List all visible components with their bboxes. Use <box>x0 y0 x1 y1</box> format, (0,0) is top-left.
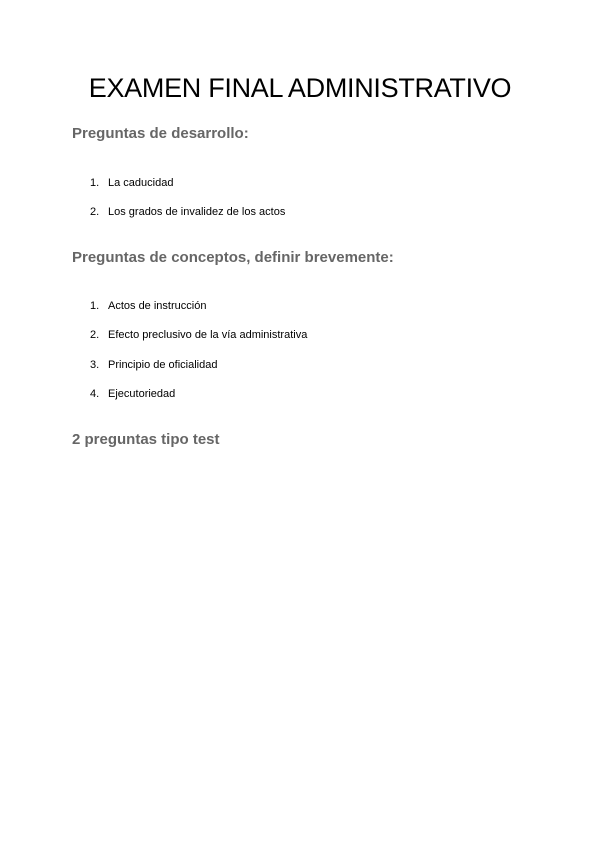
list-item-number: 3. <box>90 358 100 371</box>
list-item-number: 4. <box>90 387 100 400</box>
list-item-text: Actos de instrucción <box>108 300 207 312</box>
section-heading-desarrollo: Preguntas de desarrollo: <box>72 125 249 142</box>
list-item-number: 1. <box>90 177 100 189</box>
list-item-text: Principio de oficialidad <box>108 358 218 371</box>
list-item-number: 1. <box>90 300 100 312</box>
document-title: EXAMEN FINAL ADMINISTRATIVO <box>88 73 512 103</box>
list-item-text: Efecto preclusivo de la vía administrativa <box>108 329 308 342</box>
list-item-text: La caducidad <box>108 177 174 189</box>
list-item-text: Los grados de invalidez de los actos <box>108 206 286 219</box>
section-heading-conceptos: Preguntas de conceptos, definir brevemente: <box>72 249 394 266</box>
list-item-number: 2. <box>90 329 100 342</box>
list-item-text: Ejecutoriedad <box>108 387 176 400</box>
section-heading-test: 2 preguntas tipo test <box>72 431 220 448</box>
list-item-number: 2. <box>90 206 100 219</box>
